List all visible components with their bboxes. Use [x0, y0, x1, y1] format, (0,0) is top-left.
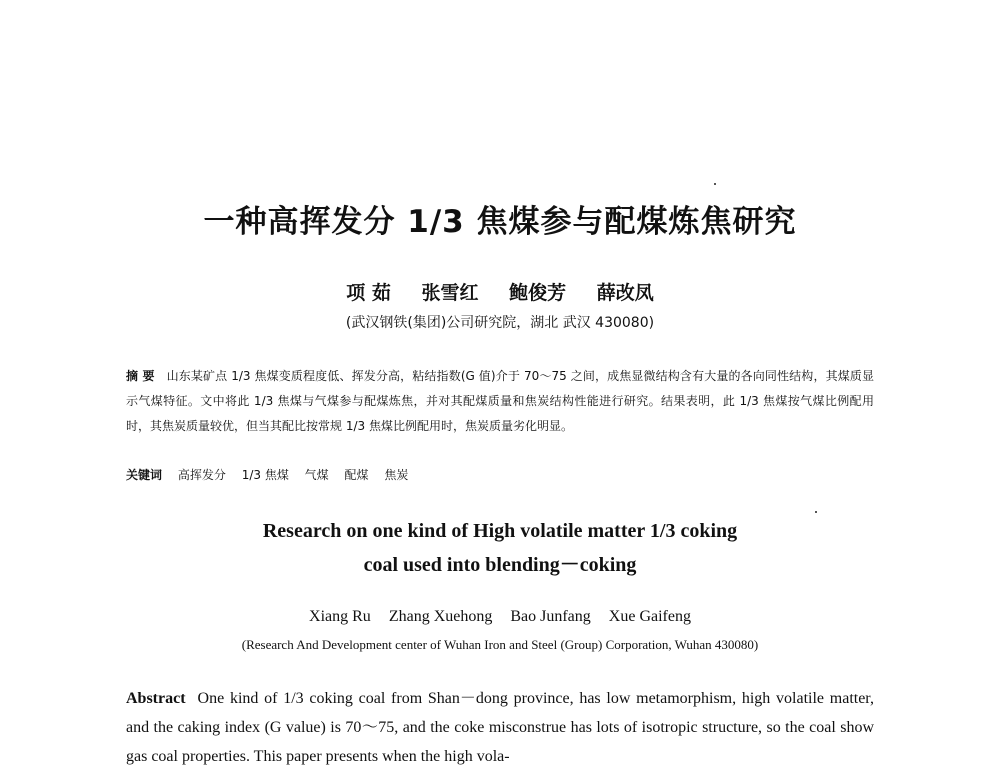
abstract-label-zh: 摘 要: [126, 369, 155, 383]
english-abstract: [126, 684, 874, 771]
english-affiliation: (Research And Development center of Wuhan Iron and Steel (Group) Corporation, Wuhan 430080): [241, 637, 759, 652]
english-title-line-1: Research on one kind of High volatile matter 1/3 coking: [262, 520, 738, 542]
keyword: 焦炭: [384, 468, 409, 482]
scan-speck: [714, 183, 716, 185]
author-2: 张雪红: [421, 282, 479, 304]
author-en-2: Zhang Xuehong: [388, 608, 493, 625]
author-en-3: Bao Junfang: [510, 608, 591, 625]
author-3: 鲍俊芳: [509, 282, 567, 304]
chinese-title: 一种高挥发分 1/3 焦煤参与配煤炼焦研究: [203, 204, 797, 240]
author-4: 薛改凤: [596, 282, 654, 304]
author-en-4: Xue Gaifeng: [608, 608, 691, 625]
author-1: 项 茹: [346, 282, 391, 304]
keyword: 配煤: [344, 468, 369, 482]
keyword: 气煤: [304, 468, 329, 482]
keywords-label: 关键词: [126, 468, 163, 482]
chinese-keywords: [126, 464, 874, 486]
abstract-text-en: One kind of 1/3 coking coal from Shan－dong province, has low metamorphism, high volatile matter, and the caking index (G value) is 70～75, and the coke misconstrue has lots of isotropic structure, so the coal show gas coal properties. This paper presents when the high vola-: [126, 690, 874, 765]
keyword: 1/3 焦煤: [241, 468, 289, 482]
english-title-line-2: coal used into blending－coking: [363, 554, 637, 576]
author-en-1: Xiang Ru: [309, 608, 371, 625]
abstract-label-en: Abstract: [126, 690, 186, 707]
scan-speck: [815, 511, 817, 513]
chinese-abstract: [126, 364, 874, 439]
keyword: 高挥发分: [177, 468, 226, 482]
english-authors: [0, 608, 1000, 626]
english-title: [0, 514, 1000, 582]
chinese-affiliation: (武汉钢铁(集团)公司研究院，湖北 武汉 430080): [345, 315, 655, 331]
chinese-authors: [0, 278, 1000, 305]
abstract-text-zh: 山东某矿点 1/3 焦煤变质程度低、挥发分高，粘结指数(G 值)介于 70～75 之间，成焦显微结构含有大量的各向同性结构，其煤质显示气煤特征。文中将此 1/3 焦煤与气煤参与配煤炼焦，并对其配煤质量和焦炭结构性能进行研究。结果表明，此 1/3 焦煤按气煤比例配用时，其焦炭质量较优，但当其配比按常规 1/3 焦煤比例配用时，焦炭质量劣化明显。: [126, 369, 874, 433]
